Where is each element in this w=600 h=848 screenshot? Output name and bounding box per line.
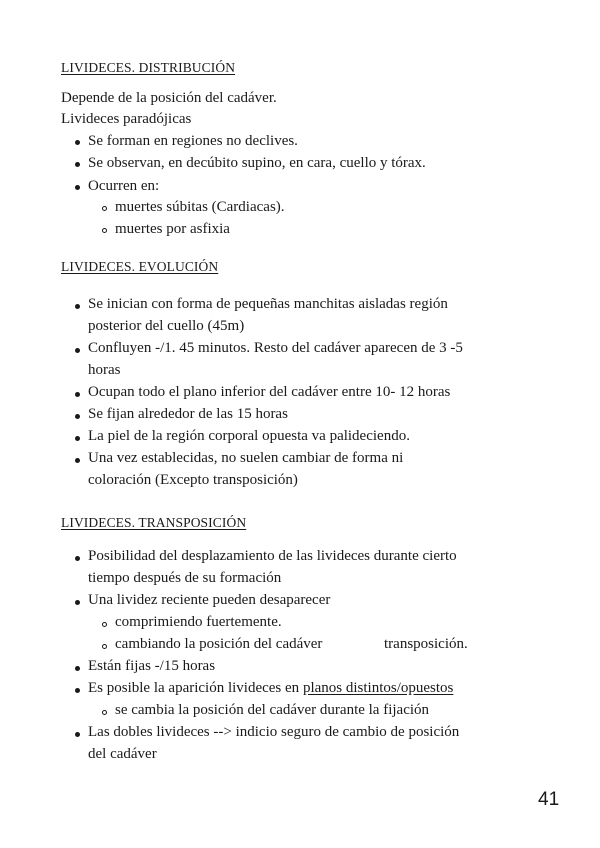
bullet-dot [75, 666, 80, 671]
bullet-dot [75, 140, 80, 145]
list-item: Confluyen -/1. 45 minutos. Resto del cadáver aparecen de 3 -5 [88, 340, 463, 356]
bullet-dot [75, 436, 80, 441]
bullet-dot [75, 185, 80, 190]
sub-list-item: muertes por asfixia [115, 221, 230, 237]
bullet-dot [75, 414, 80, 419]
list-item-continuation: coloración (Excepto transposición) [88, 472, 298, 488]
sub-bullet-circle [102, 644, 107, 649]
list-item: La piel de la región corporal opuesta va palideciendo. [88, 428, 410, 444]
sub-list-item: se cambia la posición del cadáver durante la fijación [115, 702, 430, 718]
sub-bullet-circle [102, 710, 107, 715]
page-number: 41 [538, 789, 560, 810]
list-item [88, 677, 453, 699]
section-heading-evolucion: LIVIDECES. EVOLUCIÓN [61, 259, 219, 274]
intro-line: Depende de la posición del cadáver. [61, 90, 277, 106]
list-item: Se fijan alrededor de las 15 horas [88, 406, 288, 422]
underlined-phrase: planos distintos/opuestos [302, 680, 454, 696]
list-item-continuation: posterior del cuello (45m) [88, 318, 245, 334]
sub-list-item: muertes súbitas (Cardiacas). [115, 199, 285, 215]
bullet-dot [75, 392, 80, 397]
sub-list-item-tail: transposición. [384, 636, 468, 652]
bullet-dot [75, 556, 80, 561]
list-item: Se inician con forma de pequeñas manchitas aisladas región [88, 296, 448, 312]
intro-line: Livideces paradójicas [61, 111, 192, 127]
list-item: Posibilidad del desplazamiento de las livideces durante cierto [88, 548, 457, 564]
list-item: Ocurren en: [88, 178, 160, 194]
list-item-continuation: tiempo después de su formación [88, 570, 282, 586]
list-item: Están fijas -/15 horas [88, 658, 216, 674]
bullet-dot [75, 732, 80, 737]
sub-bullet-circle [102, 622, 107, 627]
list-item: Se observan, en decúbito supino, en cara, cuello y tórax. [88, 155, 426, 171]
list-item: Ocupan todo el plano inferior del cadáver entre 10- 12 horas [88, 384, 451, 400]
bullet-dot [75, 162, 80, 167]
list-item: Se forman en regiones no declives. [88, 133, 298, 149]
sub-bullet-circle [102, 228, 107, 233]
sub-bullet-circle [102, 206, 107, 211]
bullet-dot [75, 600, 80, 605]
sub-list-item: cambiando la posición del cadáver [115, 636, 323, 652]
list-item: Las dobles livideces --> indicio seguro de cambio de posición [88, 724, 460, 740]
section-heading-transposicion: LIVIDECES. TRANSPOSICIÓN [61, 515, 247, 530]
section-heading-distribucion: LIVIDECES. DISTRIBUCIÓN [61, 60, 236, 75]
list-item-continuation: del cadáver [88, 746, 157, 762]
list-item-text: Es posible la aparición livideces en [88, 680, 303, 696]
list-item-continuation: horas [88, 362, 121, 378]
sub-list-item: comprimiendo fuertemente. [115, 614, 282, 630]
bullet-dot [75, 304, 80, 309]
bullet-dot [75, 688, 80, 693]
list-item: Una vez establecidas, no suelen cambiar de forma ni [88, 450, 404, 466]
list-item: Una lividez reciente pueden desaparecer [88, 592, 331, 608]
bullet-dot [75, 348, 80, 353]
bullet-dot [75, 458, 80, 463]
